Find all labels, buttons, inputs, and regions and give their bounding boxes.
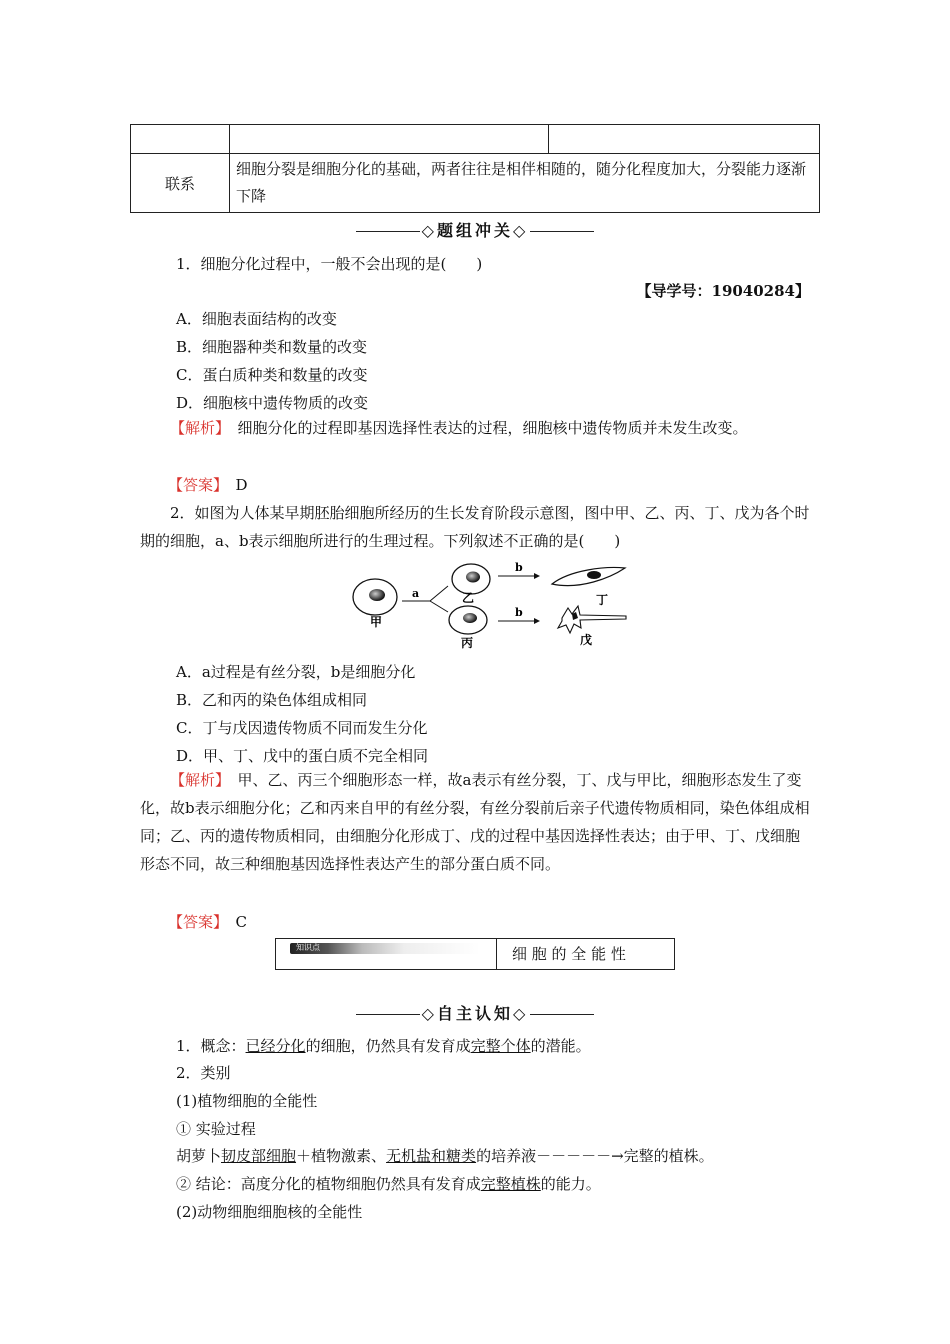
guide-number: 【导学号：19040284】 bbox=[636, 282, 810, 300]
cell-bing bbox=[449, 606, 487, 634]
answer-line bbox=[168, 911, 247, 932]
header-rule bbox=[356, 1014, 420, 1015]
procedure-middle-2: 的培养液－－－－－→完整的植株。 bbox=[476, 1147, 714, 1165]
question-2-stem: 2．如图为人体某早期胚胎细胞所经历的生长发育阶段示意图，图中甲、乙、丙、丁、戊为各个时期的细胞，a、b表示细胞所进行的生理过程。下列叙述不正确的是( ) bbox=[140, 504, 810, 550]
concept-suffix: 的潜能。 bbox=[530, 1037, 591, 1055]
knowledge-badge-area bbox=[276, 939, 497, 969]
procedure-blank-1: 韧皮部细胞 bbox=[221, 1147, 297, 1165]
label-yi: 乙 bbox=[462, 591, 475, 605]
option-a: A．细胞表面结构的改变 bbox=[176, 310, 337, 328]
diamond-icon: ◇ bbox=[513, 1004, 529, 1023]
question-1-stem: 1．细胞分化过程中，一般不会出现的是( ) bbox=[176, 255, 483, 273]
arrowhead-icon bbox=[534, 573, 540, 579]
section-header-title: 题组冲关 bbox=[436, 221, 513, 240]
concept-prefix: 1．概念： bbox=[176, 1037, 246, 1055]
option-b: B．乙和丙的染色体组成相同 bbox=[176, 691, 368, 709]
cell-jia bbox=[353, 579, 397, 615]
plant-heading: (1)植物细胞的全能性 bbox=[176, 1092, 318, 1110]
category-heading: 2．类别 bbox=[176, 1064, 231, 1082]
option-c: C．丁与戊因遗传物质不同而发生分化 bbox=[176, 719, 428, 737]
cell-wu bbox=[558, 606, 626, 633]
concept-blank-1: 已经分化 bbox=[245, 1037, 306, 1055]
label-wu: 戊 bbox=[580, 633, 593, 647]
conclusion-prefix: ② 结论：高度分化的植物细胞仍然具有发育成 bbox=[176, 1175, 481, 1193]
analysis-paragraph bbox=[140, 766, 810, 878]
animal-heading: (2)动物细胞细胞核的全能性 bbox=[176, 1203, 363, 1221]
diamond-icon: ◇ bbox=[421, 1004, 437, 1023]
label-b-bottom: b bbox=[515, 606, 523, 619]
knowledge-box-title: 细 胞 的 全 能 性 bbox=[512, 945, 626, 963]
conclusion-line bbox=[176, 1173, 601, 1194]
header-rule bbox=[530, 231, 594, 232]
cell-yi bbox=[452, 564, 490, 594]
knowledge-badge-bar bbox=[290, 943, 480, 954]
knowledge-box bbox=[275, 938, 675, 970]
option-a: A．a过程是有丝分裂，b是细胞分化 bbox=[176, 663, 416, 681]
option-b: B．细胞器种类和数量的改变 bbox=[176, 338, 368, 356]
option-d: D．细胞核中遗传物质的改变 bbox=[176, 394, 369, 412]
option-d: D．甲、丁、戊中的蛋白质不完全相同 bbox=[176, 747, 429, 765]
procedure-middle-1: ＋植物激素、 bbox=[296, 1147, 387, 1165]
relation-text: 细胞分裂是细胞分化的基础，两者往往是相伴相随的，随分化程度加大，分裂能力逐渐下降 bbox=[230, 154, 820, 213]
table-cell-empty bbox=[549, 125, 820, 154]
diamond-icon: ◇ bbox=[421, 221, 437, 240]
procedure-blank-2: 无机盐和糖类 bbox=[386, 1147, 477, 1165]
concept-blank-2: 完整个体 bbox=[470, 1037, 531, 1055]
option-c: C．蛋白质种类和数量的改变 bbox=[176, 366, 368, 384]
knowledge-badge-label: 知识点 bbox=[296, 943, 320, 952]
cell-development-diagram bbox=[340, 558, 640, 653]
arrow-to-yi bbox=[430, 586, 448, 601]
procedure-prefix: 胡萝卜 bbox=[176, 1147, 222, 1165]
conclusion-blank: 完整植株 bbox=[480, 1175, 541, 1193]
header-rule bbox=[530, 1014, 594, 1015]
section-header-title: 自主认知 bbox=[436, 1004, 513, 1023]
label-ding: 丁 bbox=[596, 593, 609, 607]
section-header bbox=[0, 218, 950, 241]
analysis-text: 细胞分化的过程即基因选择性表达的过程，细胞核中遗传物质并未发生改变。 bbox=[237, 419, 748, 437]
label-b-top: b bbox=[515, 561, 523, 574]
arrowhead-icon bbox=[534, 618, 540, 624]
relation-table bbox=[130, 124, 820, 213]
answer-tag: 【答案】 bbox=[168, 476, 221, 494]
answer-value: D bbox=[235, 476, 248, 494]
header-rule bbox=[356, 231, 420, 232]
answer-value: C bbox=[235, 913, 248, 931]
answer-line bbox=[168, 474, 248, 495]
label-jia: 甲 bbox=[370, 615, 383, 629]
concept-line bbox=[176, 1035, 591, 1056]
section-header bbox=[0, 1001, 950, 1024]
analysis-paragraph bbox=[140, 414, 810, 442]
experiment-heading: ① 实验过程 bbox=[176, 1120, 256, 1138]
table-cell-empty bbox=[230, 125, 549, 154]
analysis-tag: 【解析】 bbox=[170, 771, 223, 789]
concept-middle: 的细胞，仍然具有发育成 bbox=[305, 1037, 471, 1055]
cell-ding bbox=[552, 568, 625, 586]
label-a: a bbox=[412, 587, 420, 600]
procedure-line bbox=[176, 1145, 714, 1166]
label-bing: 丙 bbox=[461, 636, 474, 650]
arrow-to-bing bbox=[430, 601, 448, 612]
conclusion-suffix: 的能力。 bbox=[540, 1175, 601, 1193]
analysis-text: 甲、乙、丙三个细胞形态一样，故a表示有丝分裂，丁、戊与甲比，细胞形态发生了变化，故b表示细胞分化；乙和丙来自甲的有丝分裂，有丝分裂前后亲子代遗传物质相同，染色体组成相同；乙、丙的遗传物质相同，由细胞分化形成丁、戊的过程中基因选择性表达；由于甲、丁、戊细胞形态不同，故三种细胞基因选择性表达产生的部分蛋白质不同。 bbox=[140, 771, 810, 873]
relation-label: 联系 bbox=[131, 154, 230, 213]
analysis-tag: 【解析】 bbox=[170, 419, 223, 437]
answer-tag: 【答案】 bbox=[168, 913, 221, 931]
table-cell-empty bbox=[131, 125, 230, 154]
diamond-icon: ◇ bbox=[513, 221, 529, 240]
